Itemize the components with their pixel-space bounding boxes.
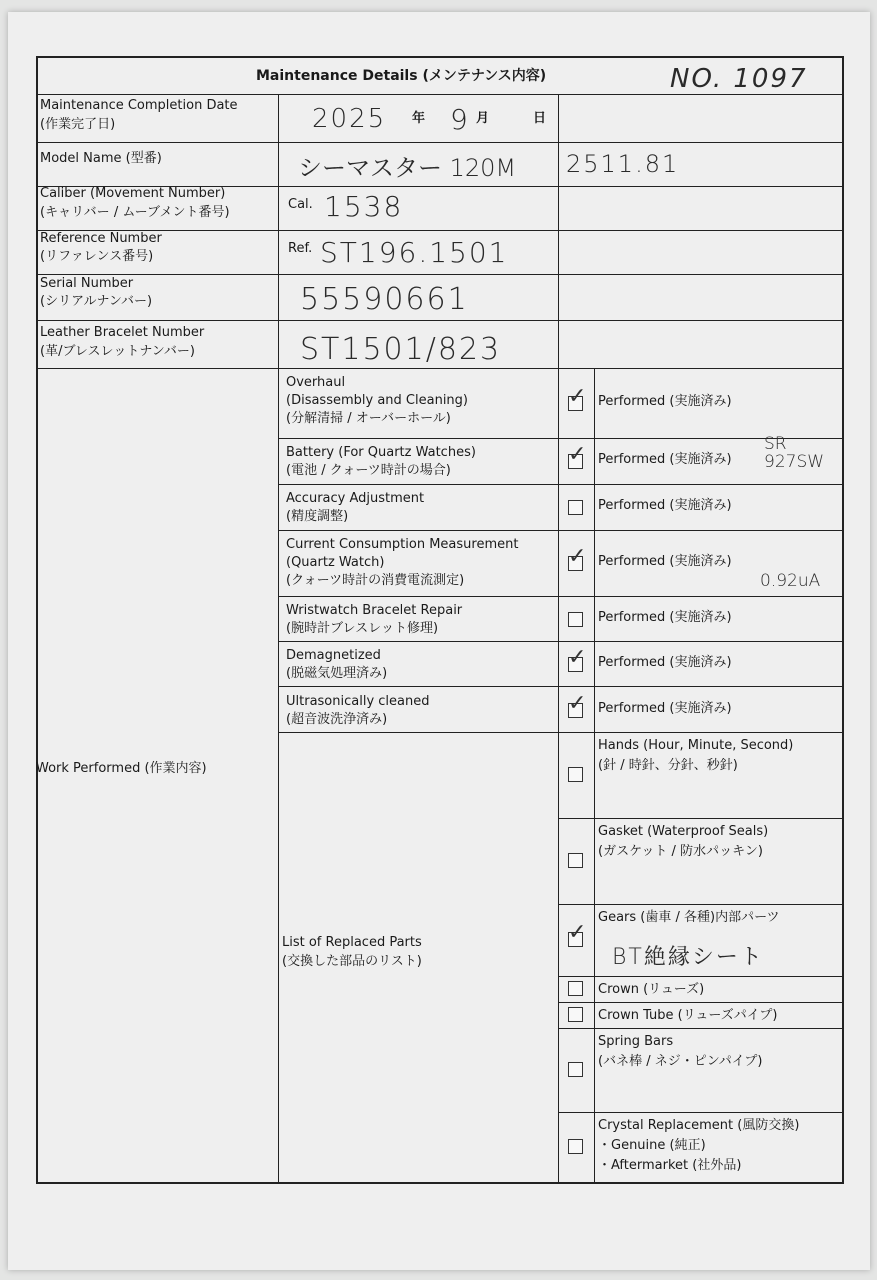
work-performed-label: Work Performed (作業内容) bbox=[36, 761, 207, 776]
serial-value[interactable]: 55590661 bbox=[300, 282, 469, 317]
performed-label: Performed (実施済み) bbox=[598, 609, 732, 625]
part-checkbox[interactable] bbox=[568, 1007, 583, 1022]
checkmark-icon: ✓ bbox=[568, 544, 587, 569]
model-name-value[interactable]: シーマスター 120M bbox=[298, 154, 517, 182]
work-item-label: (超音波洗浄済み) bbox=[286, 712, 388, 727]
part-label: Hands (Hour, Minute, Second) bbox=[598, 738, 794, 753]
col-divider bbox=[594, 732, 595, 1182]
part-label: (ガスケット / 防水パッキン) bbox=[598, 844, 764, 859]
performed-label: Performed (実施済み) bbox=[598, 498, 732, 513]
model-extra-value[interactable]: 2511.81 bbox=[566, 150, 680, 178]
part-checkbox[interactable] bbox=[568, 853, 583, 868]
work-item-label: (脱磁気処理済み) bbox=[286, 666, 388, 681]
completion-date-label: Maintenance Completion Date bbox=[40, 98, 238, 113]
performed-label: Performed (実施済み) bbox=[598, 701, 732, 716]
part-label: Crown (リューズ) bbox=[598, 982, 705, 997]
part-checkbox[interactable] bbox=[568, 1062, 583, 1077]
caliber-label-jp: (キャリバー / ムーブメント番号) bbox=[40, 205, 230, 220]
part-label: ・Genuine (純正) bbox=[598, 1138, 706, 1153]
work-item-label: Battery (For Quartz Watches) bbox=[286, 445, 476, 460]
work-item-label: Wristwatch Bracelet Repair bbox=[286, 603, 463, 618]
bracelet-value[interactable]: ST1501/823 bbox=[300, 332, 502, 367]
work-item-label: Ultrasonically cleaned bbox=[286, 694, 430, 709]
col-divider bbox=[558, 368, 559, 1182]
handwritten-note: SR 927SW bbox=[764, 434, 825, 472]
row-divider bbox=[558, 1028, 842, 1029]
part-label: (バネ棒 / ネジ・ピンパイプ) bbox=[598, 1054, 763, 1069]
row-divider bbox=[558, 1002, 842, 1003]
completion-year[interactable]: 2025 bbox=[312, 104, 387, 134]
caliber-value[interactable]: 1538 bbox=[324, 190, 404, 223]
row-divider bbox=[38, 94, 842, 95]
col-divider bbox=[558, 94, 559, 368]
work-checkbox[interactable] bbox=[568, 612, 583, 627]
row-divider bbox=[278, 596, 842, 597]
part-label: Gears (歯車 / 各種)内部パーツ bbox=[598, 910, 780, 925]
bracelet-label: Leather Bracelet Number bbox=[40, 325, 205, 340]
col-divider bbox=[594, 368, 595, 732]
row-divider bbox=[278, 484, 842, 485]
completion-month[interactable]: 9 bbox=[450, 103, 470, 136]
serial-label: Serial Number bbox=[40, 276, 134, 291]
day-unit: 日 bbox=[533, 111, 547, 126]
work-item-label: (Disassembly and Cleaning) bbox=[286, 393, 468, 408]
model-name-label: Model Name (型番) bbox=[40, 151, 162, 166]
checkmark-icon: ✓ bbox=[568, 442, 587, 467]
handwritten-note: BT絶縁シート bbox=[612, 945, 764, 970]
work-checkbox[interactable] bbox=[568, 500, 583, 515]
reference-label: Reference Number bbox=[40, 231, 162, 246]
performed-label: Performed (実施済み) bbox=[598, 554, 732, 569]
work-item-label: (Quartz Watch) bbox=[286, 555, 385, 570]
row-divider bbox=[278, 438, 842, 439]
reference-value[interactable]: ST196.1501 bbox=[320, 236, 509, 269]
part-label: Spring Bars bbox=[598, 1034, 674, 1049]
part-label: (針 / 時針、分針、秒針) bbox=[598, 758, 738, 773]
form-number: NO. 1097 bbox=[670, 64, 808, 94]
row-divider bbox=[278, 530, 842, 531]
part-label: Gasket (Waterproof Seals) bbox=[598, 824, 769, 839]
row-divider bbox=[278, 686, 842, 687]
part-label: Crystal Replacement (風防交換) bbox=[598, 1118, 800, 1133]
part-label: ・Aftermarket (社外品) bbox=[598, 1158, 742, 1173]
bracelet-label-jp: (革/ブレスレットナンバー) bbox=[40, 344, 195, 359]
row-divider bbox=[558, 1112, 842, 1113]
row-divider bbox=[558, 976, 842, 977]
checkmark-icon: ✓ bbox=[568, 384, 587, 409]
handwritten-note: 0.92uA bbox=[760, 571, 821, 591]
completion-date-label-jp: (作業完了日) bbox=[40, 117, 116, 132]
reference-label-jp: (リファレンス番号) bbox=[40, 249, 154, 264]
work-item-label: Demagnetized bbox=[286, 648, 381, 663]
checkmark-icon: ✓ bbox=[568, 920, 587, 945]
reference-prefix: Ref. bbox=[288, 241, 313, 256]
month-unit: 月 bbox=[476, 111, 490, 126]
work-item-label: Accuracy Adjustment bbox=[286, 491, 425, 506]
part-label: Crown Tube (リューズパイプ) bbox=[598, 1008, 778, 1023]
replaced-parts-label-jp: (交換した部品のリスト) bbox=[282, 954, 422, 969]
row-divider bbox=[278, 641, 842, 642]
form-title: Maintenance Details (メンテナンス内容) bbox=[256, 68, 547, 84]
year-unit: 年 bbox=[412, 111, 426, 126]
part-checkbox[interactable] bbox=[568, 1139, 583, 1154]
col-divider bbox=[278, 94, 279, 1182]
row-divider bbox=[278, 732, 842, 733]
checkmark-icon: ✓ bbox=[568, 691, 587, 716]
row-divider bbox=[558, 818, 842, 819]
caliber-prefix: Cal. bbox=[288, 197, 313, 212]
part-checkbox[interactable] bbox=[568, 981, 583, 996]
part-checkbox[interactable] bbox=[568, 767, 583, 782]
performed-label: Performed (実施済み) bbox=[598, 452, 732, 467]
performed-label: Performed (実施済み) bbox=[598, 654, 732, 670]
performed-label: Performed (実施済み) bbox=[598, 394, 732, 409]
work-item-label: Overhaul bbox=[286, 375, 346, 390]
work-item-label: (分解清掃 / オーバーホール) bbox=[286, 411, 451, 426]
row-divider bbox=[38, 368, 842, 369]
work-item-label: (電池 / クォーツ時計の場合) bbox=[286, 463, 451, 478]
work-item-label: (腕時計ブレスレット修理) bbox=[286, 621, 439, 636]
row-divider bbox=[38, 142, 842, 143]
work-item-label: (クォーツ時計の消費電流測定) bbox=[286, 573, 465, 588]
work-item-label: (精度調整) bbox=[286, 509, 349, 524]
work-item-label: Current Consumption Measurement bbox=[286, 537, 519, 552]
serial-label-jp: (シリアルナンバー) bbox=[40, 294, 153, 309]
row-divider bbox=[38, 320, 842, 321]
checkmark-icon: ✓ bbox=[568, 644, 587, 670]
row-divider bbox=[558, 904, 842, 905]
caliber-label: Caliber (Movement Number) bbox=[40, 186, 226, 201]
row-divider bbox=[38, 274, 842, 275]
replaced-parts-label: List of Replaced Parts bbox=[282, 935, 422, 950]
